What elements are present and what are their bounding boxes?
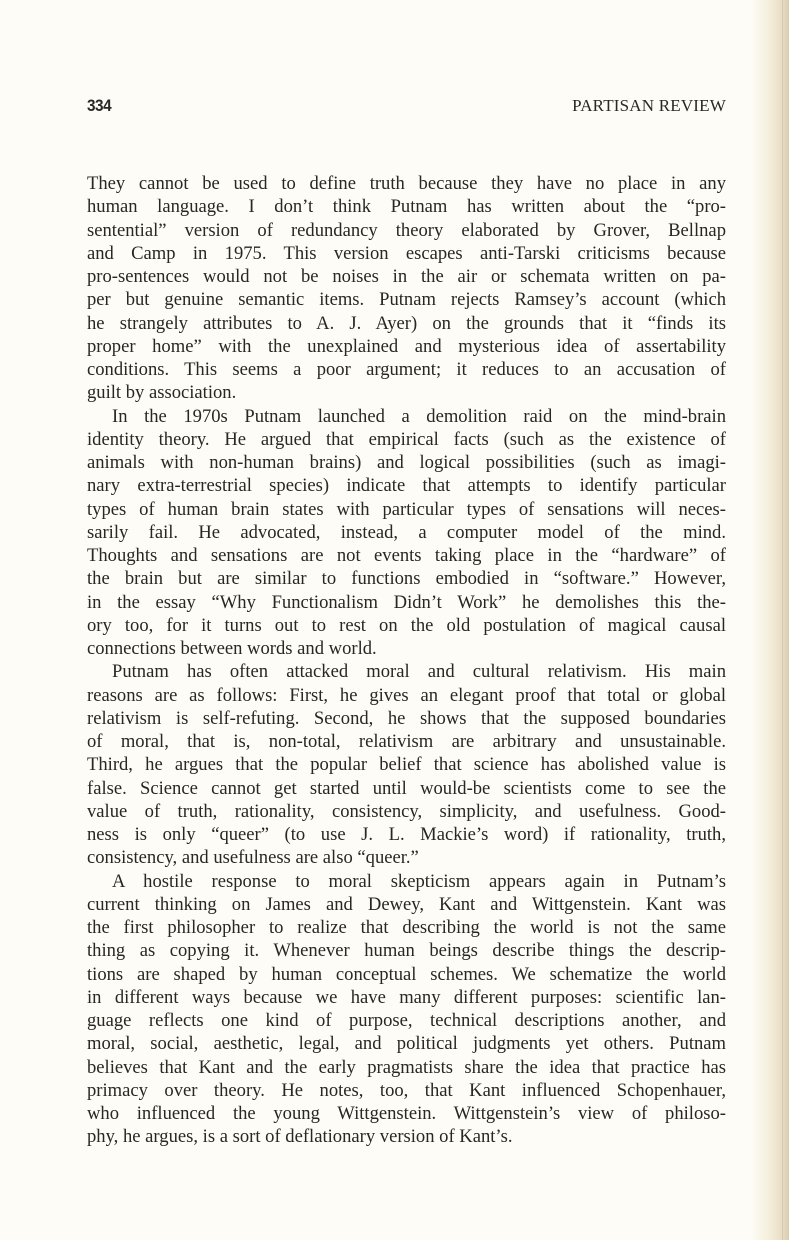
running-head: PARTISAN REVIEW: [572, 96, 726, 115]
text-line: consistency, and usefulness are also “queer.”: [87, 847, 419, 869]
text-line: and Camp in 1975. This version escapes anti-Tarski criticisms because: [87, 242, 726, 264]
text-line: animals with non-human brains) and logical possibilities (such as imagi-: [87, 452, 726, 473]
text-line: identity theory. He argued that empirical facts (such as the existence of: [87, 428, 726, 450]
text-line: guage reflects one kind of purpose, technical descriptions another, and: [87, 1010, 726, 1031]
text-line: reasons are as follows: First, he gives an elegant proof that total or global: [87, 684, 726, 706]
text-line: nary extra-terrestrial species) indicate that attempts to identify particular: [87, 475, 726, 497]
text-line: he strangely attributes to A. J. Ayer) on the grounds that it “finds its: [87, 312, 726, 334]
text-line: pro-sentences would not be noises in the air or schemata written on pa-: [87, 266, 726, 287]
text-line: In the 1970s Putnam launched a demolition raid on the mind-brain: [112, 405, 726, 427]
text-line: current thinking on James and Dewey, Kant and Wittgenstein. Kant was: [87, 893, 726, 915]
text-line: ness is only “queer” (to use J. L. Mackie’s word) if rationality, truth,: [87, 824, 726, 845]
text-line: connections between words and world.: [87, 638, 377, 659]
text-line: types of human brain states with particular types of sensations will neces-: [87, 498, 726, 520]
text-line: conditions. This seems a poor argument; it reduces to an accusation of: [87, 359, 726, 380]
text-line: thing as copying it. Whenever human beings describe things the descrip-: [87, 940, 726, 962]
text-line: proper home” with the unexplained and mysterious idea of assertability: [87, 335, 726, 357]
text-line: They cannot be used to define truth because they have no place in any: [87, 173, 726, 194]
text-line: phy, he argues, is a sort of deflationary version of Kant’s.: [87, 1126, 513, 1148]
text-line: human language. I don’t think Putnam has written about the “pro-: [87, 196, 726, 218]
text-line: tions are shaped by human conceptual schemes. We schematize the world: [87, 963, 726, 985]
text-line: ory too, for it turns out to rest on the old postulation of magical causal: [87, 614, 726, 636]
text-line: sarily fail. He advocated, instead, a computer model of the mind.: [87, 521, 726, 543]
text-line: per but genuine semantic items. Putnam rejects Ramsey’s account (which: [87, 289, 726, 311]
text-line: A hostile response to moral skepticism appears again in Putnam’s: [112, 870, 726, 892]
paragraph: [87, 870, 726, 1149]
paragraph: [87, 660, 726, 869]
text-line: sentential” version of redundancy theory elaborated by Grover, Bellnap: [87, 219, 726, 241]
text-line: guilt by association.: [87, 382, 237, 404]
text-line: in the essay “Why Functionalism Didn’t Work” he demolishes this the-: [87, 591, 726, 613]
text-line: of moral, that is, non-total, relativism are arbitrary and unsustainable.: [87, 731, 726, 752]
text-line: Thoughts and sensations are not events taking place in the “hardware” of: [87, 545, 726, 566]
paragraph: [87, 405, 726, 661]
page-header: [87, 96, 726, 120]
text-line: Third, he argues that the popular belief that science has abolished value is: [87, 754, 726, 776]
text-line: false. Science cannot get started until would-be scientists come to see the: [87, 777, 726, 799]
text-line: value of truth, rationality, consistency, simplicity, and usefulness. Good-: [87, 800, 726, 822]
text-line: the first philosopher to realize that describing the world is not the same: [87, 917, 726, 938]
text-line: primacy over theory. He notes, too, that Kant influenced Schopenhauer,: [87, 1079, 726, 1101]
text-line: relativism is self-refuting. Second, he shows that the supposed boundaries: [87, 707, 726, 729]
text-line: moral, social, aesthetic, legal, and political judgments yet others. Putnam: [87, 1033, 726, 1055]
body-text: [87, 172, 726, 1149]
page-number: 334: [87, 96, 112, 115]
page-edge-shadow: [751, 0, 789, 1240]
text-line: Putnam has often attacked moral and cultural relativism. His main: [112, 661, 726, 683]
text-line: in different ways because we have many different purposes: scientific lan-: [87, 986, 726, 1008]
text-line: believes that Kant and the early pragmatists share the idea that practice has: [87, 1056, 726, 1078]
paragraph: [87, 172, 726, 405]
page-edge-line: [782, 0, 783, 1240]
text-line: who influenced the young Wittgenstein. Wittgenstein’s view of philoso-: [87, 1103, 726, 1124]
text-line: the brain but are similar to functions embodied in “software.” However,: [87, 568, 726, 590]
